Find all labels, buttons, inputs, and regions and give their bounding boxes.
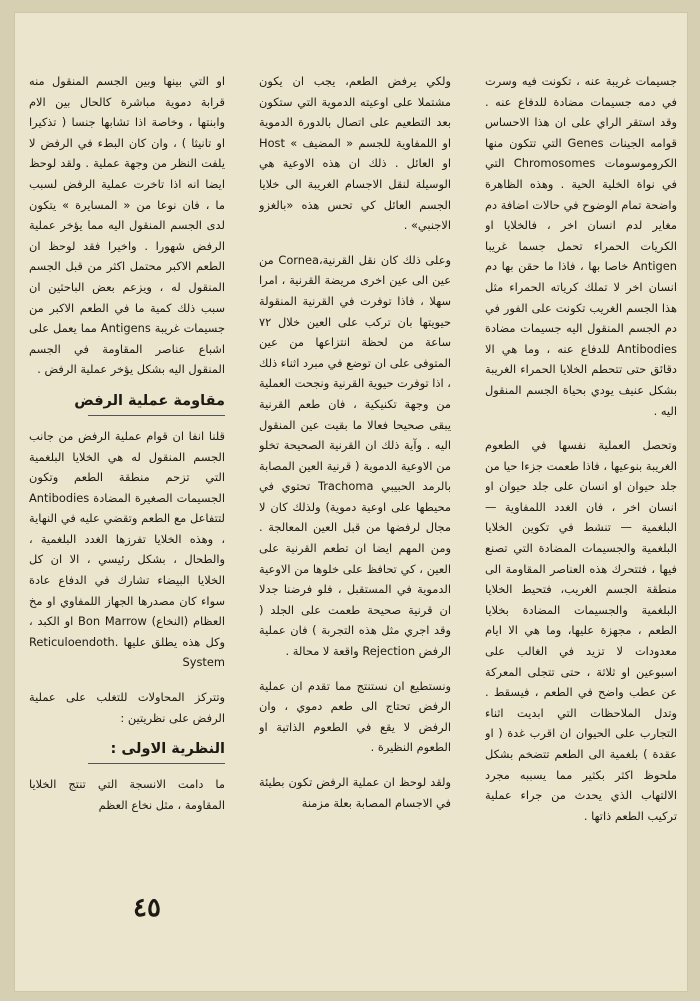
section-heading: [29, 738, 225, 764]
section-heading: [29, 390, 225, 416]
section-heading-text: النظرية الاولى :: [110, 741, 225, 758]
text-column-left: [29, 71, 225, 911]
heading-underline: [88, 415, 225, 416]
paragraph: ولكي يرفض الطعم، يجب ان يكون مشتملا على اوعيته الدموية التي ستكون بعد التطعيم على اتصال بالدورة الدموية او اللمفاوية للجسم « المضيف » Host او العائل . ذلك ان هذه الاوعية هي الوسيلة لنقل الاجسام الغريبة الى خلايا الجسم العائل كي تحس هذه «بالغزو الاجنبي» .: [259, 74, 451, 233]
paragraph: وتتركز المحاولات للتغلب على عملية الرفض على نظريتين :: [29, 690, 225, 725]
paragraph: وتحصل العملية نفسها في الطعوم الغريبة بنوعيها ، فاذا طعمت جزءا حيا من جلد حيوان او انسان على جلد حيوان او انسان اخر ، فان الغدد اللمفاوية — البلغمية — تنشط في تكوين الخلايا البلغمية والجسيمات المضادة التي تصنع فيها ، فتتحرك هذه العناصر المقاومة الى منطقة الجسم الغريب، فتحيط الخلايا البلغمية والجسيمات المضادة بخلايا الطعم ، مجهزة عليها، وما هي الا ايام معدودات لا تزيد في الغالب على اسبوعين او ثلاثة ، حتى تتجلى المعركة عن عطب واضح في الطعم ، فيسقط . وتدل الملاحظات التي ابديت اثناء التجارب على الحيوان ان اقرب غدة ( او عقدة ) بلغمية الى الطعم تتضخم بشكل ملحوظ اكثر بكثير مما يسببه مجرد الالتهاب الذي يحدث من جراء عملية تركيب الطعم ذاتها .: [485, 438, 677, 823]
paragraph: قلنا انفا ان قوام عملية الرفض من جانب الجسم المنقول له هي الخلايا البلغمية التي تزحم منطقة الطعم وتكون الجسيمات الصغيرة المضادة Antibodies لتتفاعل مع الطعم وتقضي عليه في النهاية ، وهذه الخلايا تفرزها الغدد البلغمية ، والطحال ، بشكل رئيسي ، الا ان كل الخلايا البيضاء تشارك في الدفاع عادة سواء كان مصدرها الجهاز اللمفاوي او مخ العظام (النخاع) Bon Marrow او الكبد ، وكل هذه يطلق عليها Reticuloendoth. System: [29, 428, 225, 670]
paragraph: او التي بينها وبين الجسم المنقول منه قرابة دموية مباشرة كالحال بين الام وابنتها ، وخاصة اذا تشابها جنسا ( تذكيرا او تانيثا ) ، وان كان البطء في الرفض لا يلفت النظر من وجهة عملية . ولقد لوحظ ايضا انه اذا تاخرت عملية الرفض لسبب ما ، فان نوعا من « المسايرة » يتكون لدى الجسم المنقول اليه مما يؤخر عملية الرفض شهورا . واخيرا فقد لوحظ ان الطعم الاكبر محتمل اكثر من قبل الجسم المنقول له ، ويزعم بعض الباحثين ان سبب ذلك كمية ما في الطعم الاكبر من جسيمات غريبة Antigens مما يعمل على اشباع عناصر المقاومة في الجسم المنقول اليه بشكل يؤخر عملية الرفض .: [29, 74, 225, 377]
paragraph: ونستطيع ان نستنتج مما تقدم ان عملية الرفض تحتاج الى طعم دموي ، وان الرفض لا يقع في الطعوم الذاتية او الطعوم النظيرة .: [259, 678, 451, 755]
paragraph: ولقد لوحظ ان عملية الرفض تكون بطيئة في الاجسام المصابة بعلة مزمنة: [259, 775, 451, 810]
text-column-middle: [259, 71, 451, 911]
magazine-page: [14, 12, 688, 992]
section-heading-text: مقاومة عملية الرفض: [74, 392, 225, 409]
paragraph: جسيمات غريبة عنه ، تكونت فيه وسرت في دمه جسيمات مضادة للدفاع عنه . وقد استقر الراي على ان هذا الاحساس قوامه الجينات Genes التي تتكون منها الكروموسومات Chromosomes التي في نواة الخلية الحية . وهذه الظاهرة واضحة تمام الوضوح في حالات اضافة دم مغاير لدم انسان اخر ، فالخلايا او الكريات الحمراء تحمل جسما غريبا Antigen خاصا بها ، فاذا ما حقن بها دم انسان اخر لا تملك كرياته الحمراء مثل هذا الجسم الغريب تكونت على الفور في دم الجسم المنقول اليه جسيمات مضادة Antibodies للدفاع عنه ، وما هي الا دقائق حتى تتحطم الخلايا الحمراء الغريبة بشكل عنيف يودي بحياة الجسم المنقول اليه .: [485, 74, 677, 418]
paragraph: ما دامت الانسجة التي تنتج الخلايا المقاومة ، مثل نخاع العظم: [29, 777, 225, 812]
page-number: ٤٥: [133, 893, 161, 923]
paragraph: وعلى ذلك كان نقل القرنية،Cornea من عين الى عين اخرى مريضة القرنية ، امرا سهلا ، فاذا توفرت في القرنية المنقولة حيويتها بان تركب على العين خلال ٧٢ ساعة من لحظة انتزاعها من عين المتوفى على ان توضع في مبرد اثناء ذلك ، اذا توفرت حيوية القرنية ونجحت العملية من وجهة تكنيكية ، فان طعم القرنية يبقى صحيحا فعالا ما بقيت عين المنقول اليه . وآية ذلك ان القرنية الصحيحة تخلو من الاوعية الدموية ( قرنية العين المصابة بالرمد الحبيبي Trachoma تحتوي في محيطها على اوعية دموية) ولذلك كان لا مجال لرفضها من قبل العين المعالجة . ومن المهم ايضا ان تطعم القرنية على العين ، كي تحافظ على خلوها من الاوعية الدموية في المستقبل ، فلو فرضنا جدلا ان قرنية صحيحة طعمت على الجلد ( وقد اجري مثل هذه التجربة ) فان عملية الرفض Rejection واقعة لا محالة .: [259, 252, 451, 659]
text-column-right: [485, 71, 677, 911]
heading-underline: [88, 763, 225, 764]
